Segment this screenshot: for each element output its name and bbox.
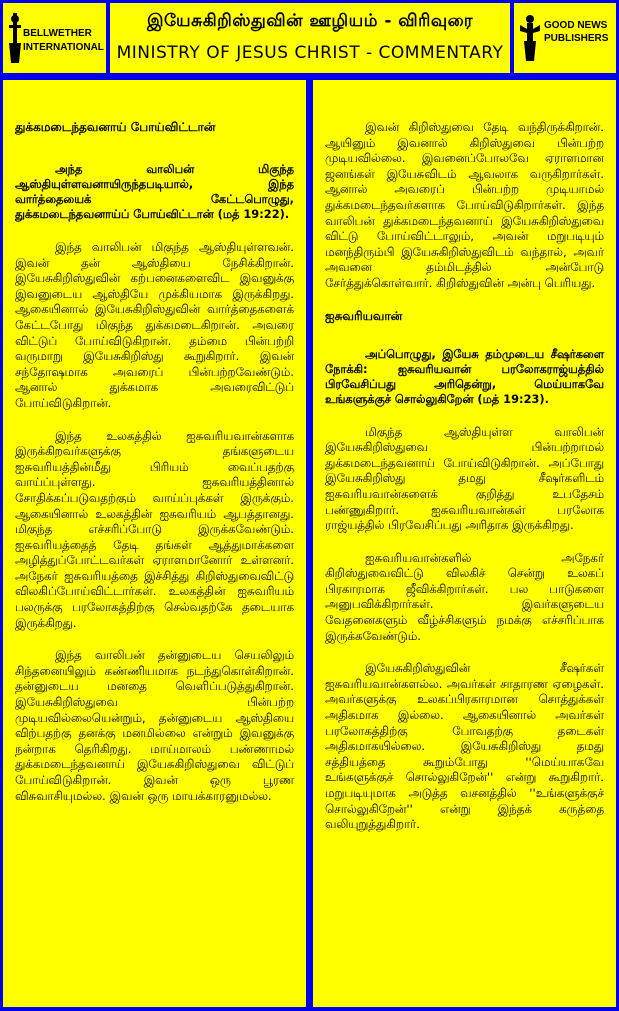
- good-news-logo-box: [514, 3, 616, 73]
- page-header: [0, 0, 619, 76]
- scripture-quote: [325, 347, 604, 407]
- good-news-figure-logo: [520, 15, 540, 63]
- paragraph-text: இந்த வாலிபன் தன்னுடைய செயலிலும் சிந்தனையிலும் கண்ணியமாக நடந்துகொள்கிறான். தன்னுடைய மனதை வெளிப்படுத்துகிறான். இயேசுகிறிஸ்துவை பின்பற்ற முடியவில்லையென்றும், தன்னுடைய ஆஸ்தியை விற்பதற்கு தனக்கு மனமில்லை என்றும் இவனுக்கு நன்றாக தெரிகிறது. மாய்மாலம் பண்ணாமல் துக்கமடைந்தவனாய் இயேசுகிறிஸ்துவை விட்டுப் போய்விடுகிறான். இவன் ஒரு பூரண விசுவாசியுமல்ல. இவன் ஒரு மாயக்காரனுமல்ல.: [15, 648, 294, 803]
- title-tamil: இயேசுகிறிஸ்துவின் ஊழியம் - விரிவுரை: [146, 11, 474, 31]
- paragraph: [15, 429, 294, 632]
- paragraph: [325, 120, 604, 292]
- paragraph-text: ஐசுவரியவான்களில் அநேகர் கிறிஸ்துவைவிட்டு விலகிச் சென்று உலகப் பிரகாரமாக ஜீவிக்கிறார்கள். பல பாடுகளை அனுபவிக்கிறார்கள். இவர்களுடைய வேதனைகளும் வீழ்ச்சிகளும் நமக்கு எச்சரிப்பாக இருக்கவேண்டும்.: [325, 550, 604, 643]
- paragraph-text: மிகுந்த ஆஸ்தியுள்ள வாலிபன் இயேசுகிறிஸ்துவை பின்பற்றாமல் துக்கமடைந்தவனாய் போய்விடுகிறான். அப்போது இயேசுகிறிஸ்து தமது சீஷர்களிடம் ஐசுவரியவான்களைக் குறித்து உபதேசம் பண்ணுகிறார். ஐசுவரியவான்கள் பரலோக ராஜ்யத்தில் பிரவேசிப்பது அரிதாக இருக்கிறது.: [325, 424, 604, 533]
- logo-left-line1: BELLWETHER: [23, 28, 92, 39]
- section-heading: ஐசுவரியவான்: [325, 308, 403, 323]
- bellwether-figure-logo: [7, 13, 23, 65]
- quote-text: அந்த வாலிபன் மிகுந்த ஆஸ்தியுள்ளவனாயிருந்தபடியால், இந்த வார்த்தையைக் கேட்டபொழுது, துக்கமடைந்தவனாய்ப் போய்விட்டான் (மத் 19:22).: [15, 162, 294, 221]
- logo-right-line1: GOOD NEWS: [544, 20, 608, 31]
- bellwether-logo-text: [23, 27, 104, 55]
- scripture-quote: [15, 162, 294, 222]
- quote-text: அப்பொழுது, இயேசு தம்முடைய சீஷர்களை நோக்கி: ஐசுவரியவான் பரலோகராஜ்யத்தில் பிரவேசிப்பது அரிதென்று, மெய்யாகவே உங்களுக்குச் சொல்லுகிறேன் (மத் 19:23).: [325, 346, 604, 406]
- paragraph-text: இந்த உலகத்தில் ஐசுவரியவான்களாக இருக்கிறவர்களுக்கு தங்களுடைய ஐசுவரியத்தின்மீது பிரியம் வைப்பதற்கு வாய்ப்புள்ளது. ஐசுவரியத்தினால் சோதிக்கப்படுவதற்கும் வாய்ப்புக்கள் இருக்கும். ஆகையினால் உலகத்தின் ஐசுவரியம் ஆபத்தானது. மிகுந்த எச்சரிப்போடு இருக்கவேண்டும். ஐசுவரியத்தைத் தேடி தங்கள் ஆத்துமாக்களை அழித்துப்போட்டவர்கள் ஏராளமானோர் உள்ளனர். அநேகர் ஐசுவரியத்தை இச்சித்து கிறிஸ்துவைவிட்டு விலகிப்போய்விட்டார்கள். உலகத்தின் ஐசுவரியம் பலருக்கு பரலோகத்திற்கு செல்வதற்கே தடையாக இருக்கிறது.: [15, 428, 294, 630]
- bellwether-logo-box: [3, 3, 106, 73]
- paragraph: [325, 551, 604, 645]
- section-heading: துக்கமடைந்தவனாய் போய்விட்டான்: [15, 120, 216, 134]
- right-column: [313, 80, 616, 1007]
- paragraph-text: இவன் கிறிஸ்துவை தேடி வந்திருக்கிறான். ஆயினும் இவனால் கிறிஸ்துவை பின்பற்ற முடியவில்லை. இவனைப்போலவே ஏராளமான ஜனங்கள் இயேசுவிடம் ஆவலாக வருகிறார்கள். ஆனால் அவரைப் பின்பற்ற முடியாமல் துக்கமடைந்தவர்களாக போய்விடுகிறார்கள். இந்த வாலிபன் துக்கமடைந்தவனாய் இயேசுகிறிஸ்துவை விட்டு போய்விட்டாலும், அவன் மறுபடியும் மனந்திரும்பி இயேசுகிறிஸ்துவிடம் வந்தால், அவர் அவனை தம்மிடத்தில் அன்போடு சேர்த்துக்கொள்வார். கிறிஸ்துவின் அன்பு பெரியது.: [325, 120, 604, 290]
- paragraph-text: இந்த வாலிபன் மிகுந்த ஆஸ்தியுள்ளவன். இவன் தன் ஆஸ்தியை நேசிக்கிறான். இயேசுகிறிஸ்துவின் கற்பனைகளைவிட இவனுக்கு இவனுடைய ஆஸ்தியே முக்கியமாக இருக்கிறது. ஆகையினால் இயேசுகிறிஸ்துவின் வார்த்தைகளைக் கேட்டபோது மிகுந்த துக்கமடைகிறான். அவரை விட்டுப் போய்விடுகிறான். தம்மை பின்பற்றி வருமாறு இயேசுகிறிஸ்து கூறுகிறார். இவன் சந்தோஷமாக அவரைப் பின்பற்றவேண்டும். ஆனால் துக்கமாக அவரைவிட்டுப் போய்விடுகிறான்.: [15, 240, 294, 410]
- paragraph: [325, 661, 604, 833]
- logo-left-line2: INTERNATIONAL: [23, 42, 104, 53]
- title-english: MINISTRY OF JESUS CHRIST - COMMENTARY: [116, 43, 504, 63]
- good-news-logo-text: [544, 19, 608, 45]
- logo-right-line2: PUBLISHERS: [544, 33, 609, 44]
- title-box: [110, 3, 510, 73]
- paragraph-text: இயேசுகிறிஸ்துவின் சீஷர்கள் ஐசுவரியவான்களல்ல. அவர்கள் சாதாரண ஏழைகள். அவர்களுக்கு உலகப்பிரகாரமான சொத்துக்கள் அதிகமாக இல்லை. ஆகையினால் அவர்கள் பரலோகத்திற்கு போவதற்கு தடைகள் அதிகமாகயில்லை. இயேசுகிறிஸ்து தமது சத்தியத்தை கூறும்போது ''மெய்யாகவே உங்களுக்குச் சொல்லுகிறேன்'' என்று கூறுகிறார். மறுபடியுமாக அடுத்த வசனத்தில் ''உங்களுக்குச் சொல்லுகிறேன்'' என்று இந்தக் கருத்தை வலியுறுத்துகிறார்.: [325, 661, 604, 832]
- left-column: [3, 80, 306, 1007]
- paragraph: [15, 648, 294, 804]
- paragraph: [15, 240, 294, 412]
- paragraph: [325, 425, 604, 534]
